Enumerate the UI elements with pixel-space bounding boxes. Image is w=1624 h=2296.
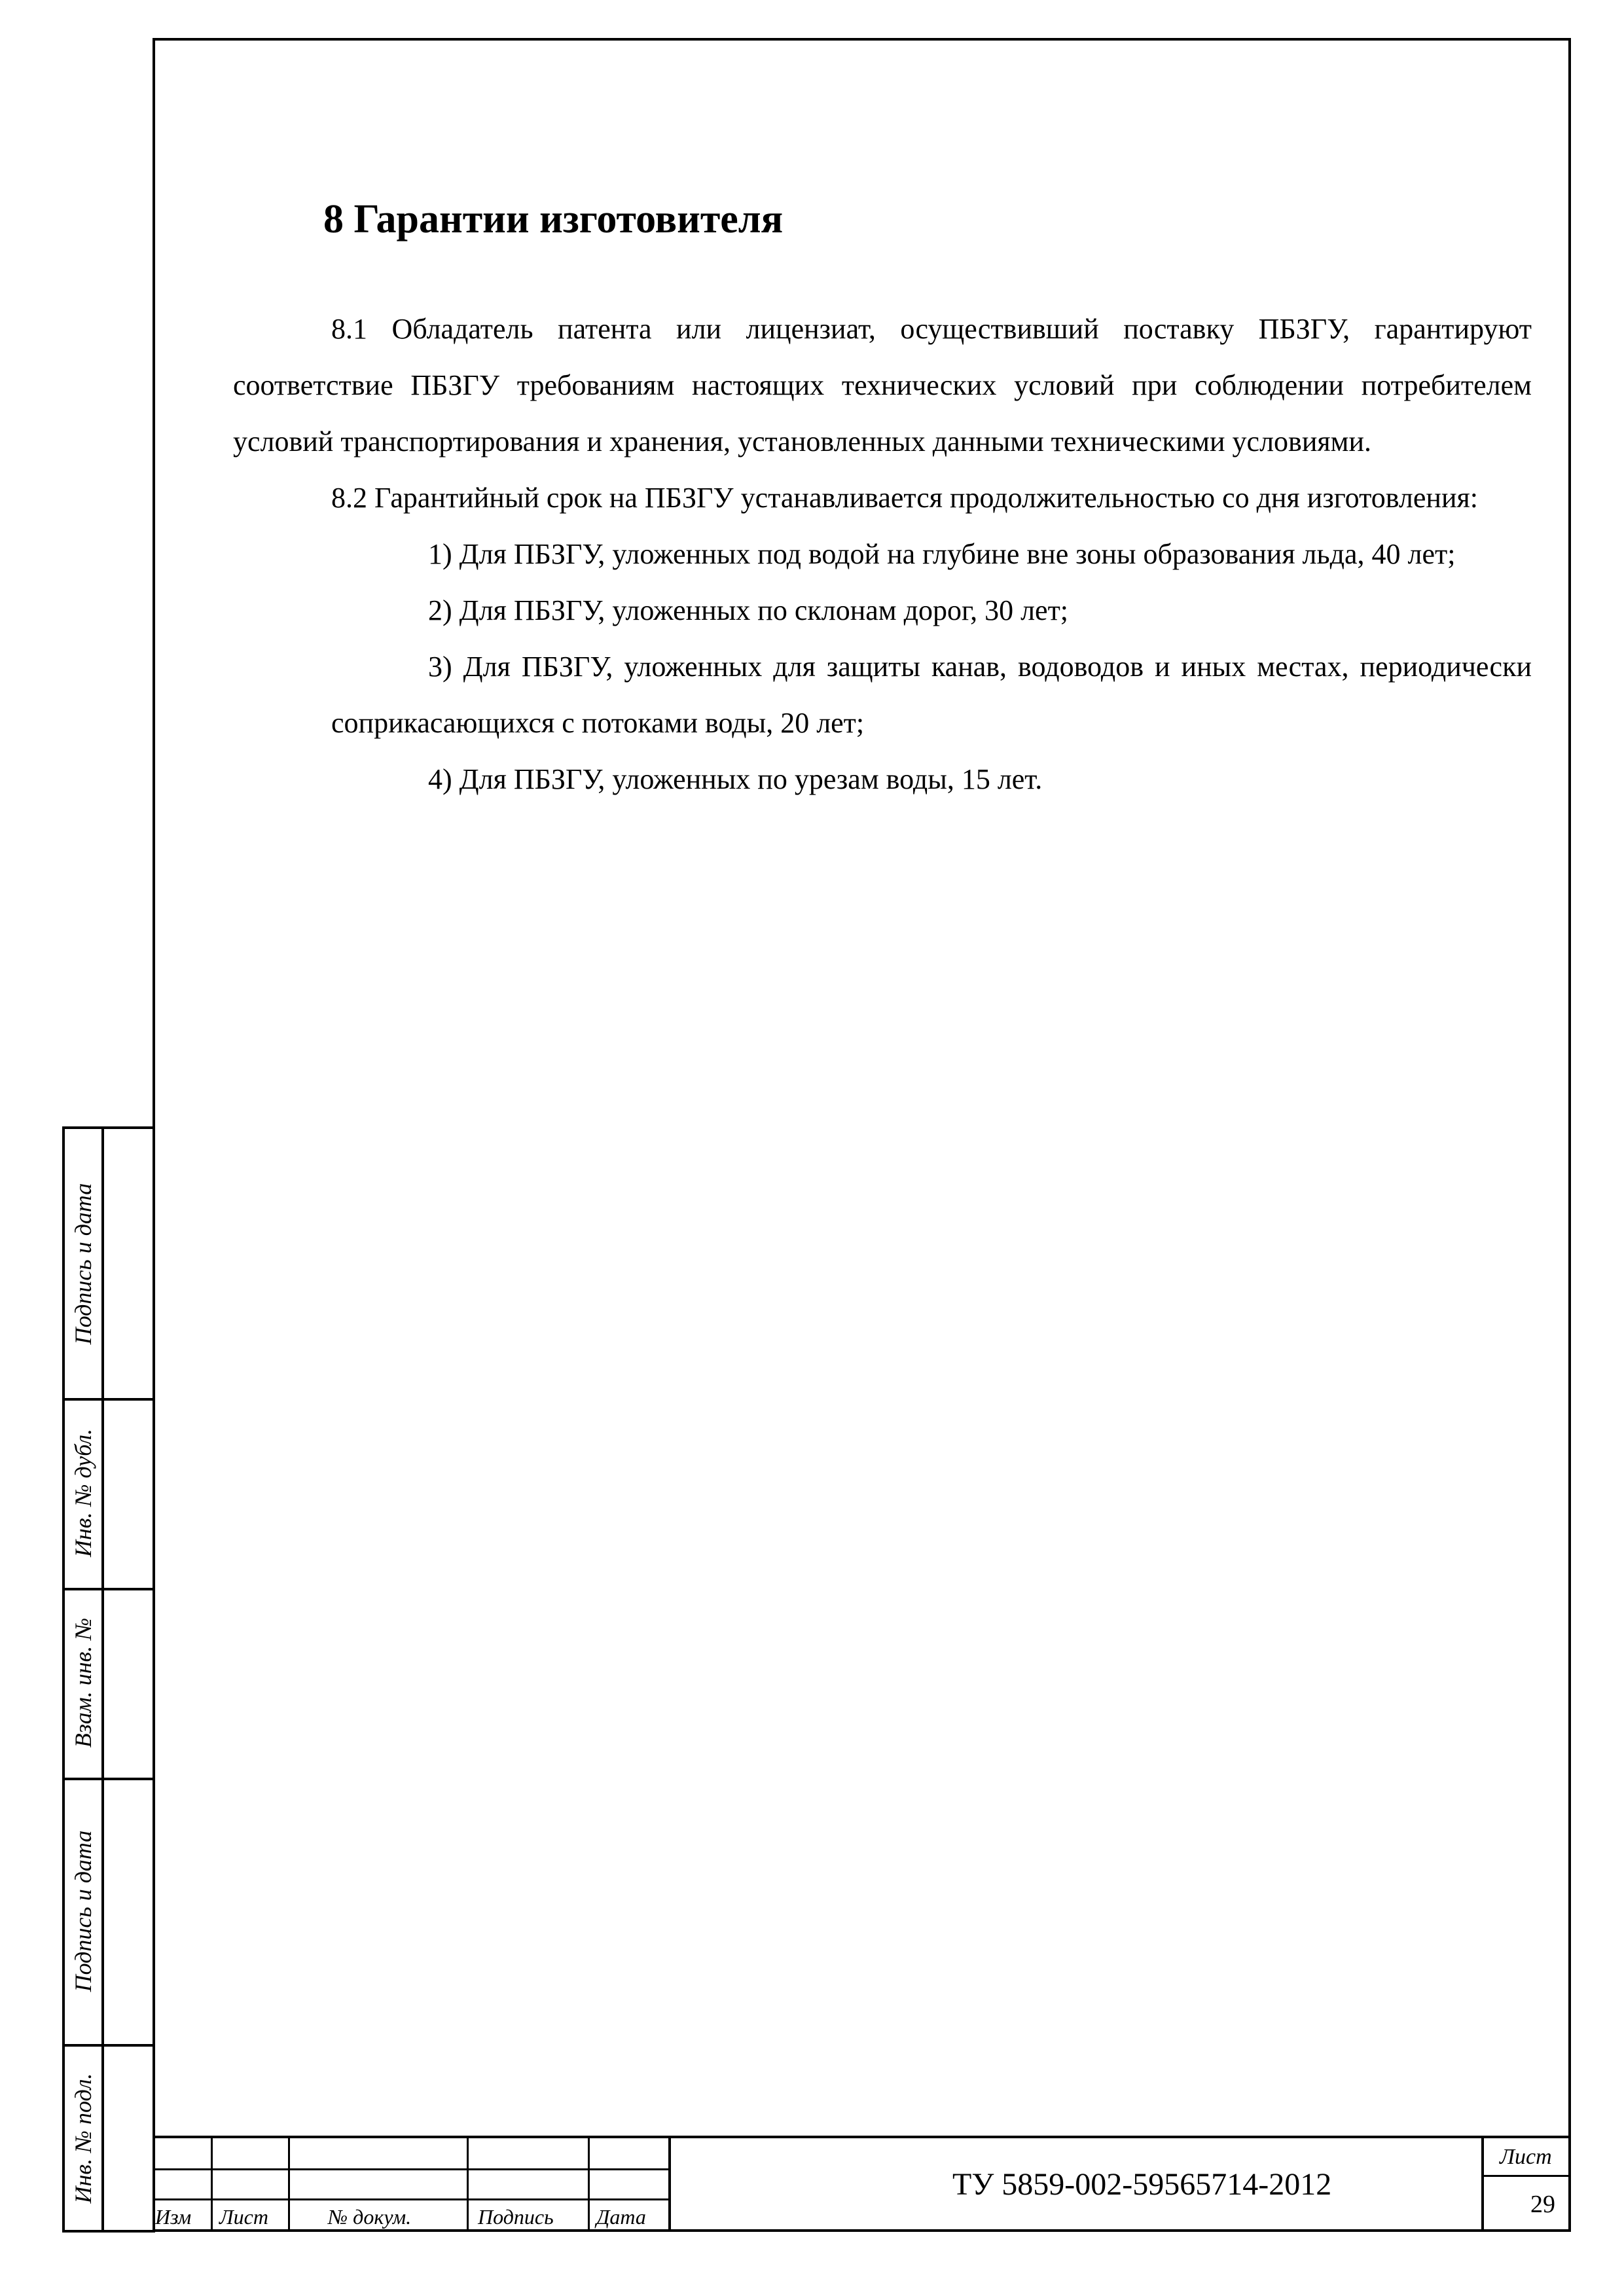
stamp-label: Подпись и дата [70, 1830, 96, 1992]
title-block-row-line [153, 2198, 668, 2200]
stamp-cell-vzam-inv [65, 1588, 101, 1778]
list-item: 1) Для ПБЗГУ, уложенных под водой на глубине вне зоны образования льда, 40 лет; [428, 538, 1456, 570]
list-item: 3) Для ПБЗГУ, уложенных для защиты канав, водоводов и иных местах, периодически соприкасающихся с потоками воды, 20 лет; [331, 651, 1532, 739]
label-izm: Изм [155, 2205, 192, 2229]
side-stamp [62, 1126, 155, 2233]
stamp-label: Инв. № подл. [70, 2073, 96, 2204]
paragraph: 8.2 Гарантийный срок на ПБЗГУ устанавливается продолжительностью со дня изготовления: [331, 482, 1478, 514]
title-block-col-line [668, 2136, 671, 2232]
stamp-cell-inv-dubl [65, 1398, 101, 1588]
title-block-col-line [467, 2136, 469, 2232]
stamp-cell-podpis-data [65, 1778, 101, 2044]
document-body [233, 301, 1532, 808]
document-number: ТУ 5859-002-59565714-2012 [952, 2167, 1332, 2202]
stamp-cell-podpis-data [65, 1129, 101, 1398]
title-block-row-line [1483, 2175, 1571, 2177]
label-list: Лист [219, 2205, 268, 2229]
sheet-label: Лист [1500, 2145, 1552, 2169]
title-block [153, 2136, 1571, 2232]
list-item: 2) Для ПБЗГУ, уложенных по склонам дорог, 30 лет; [428, 594, 1069, 626]
title-block-border [153, 2136, 1571, 2138]
paragraph: 8.1 Обладатель патента или лицензиат, осуществивший поставку ПБЗГУ, гарантируют соответствие ПБЗГУ требованиям настоящих технических условий при соблюдении потребителем условий транспортирования и хранения, установленных данными техническими условиями. [233, 313, 1532, 457]
title-block-col-line [288, 2136, 290, 2232]
title-block-col-line [1481, 2136, 1484, 2232]
title-block-row-line [153, 2168, 668, 2170]
title-block-col-line [211, 2136, 213, 2232]
label-dokum: № докум. [328, 2205, 412, 2229]
title-block-col-line [588, 2136, 590, 2232]
list-item: 4) Для ПБЗГУ, уложенных по урезам воды, 15 лет. [428, 763, 1043, 795]
stamp-cell-inv-podl [65, 2044, 101, 2233]
label-data: Дата [596, 2205, 646, 2229]
stamp-label: Взам. инв. № [70, 1617, 96, 1748]
side-stamp-divider-vertical [101, 1129, 104, 2230]
label-podpis: Подпись [478, 2205, 554, 2229]
stamp-label: Инв. № дубл. [70, 1428, 96, 1558]
stamp-label: Подпись и дата [70, 1183, 96, 1344]
sheet-number: 29 [1530, 2191, 1555, 2218]
section-heading: 8 Гарантии изготовителя [323, 197, 784, 242]
